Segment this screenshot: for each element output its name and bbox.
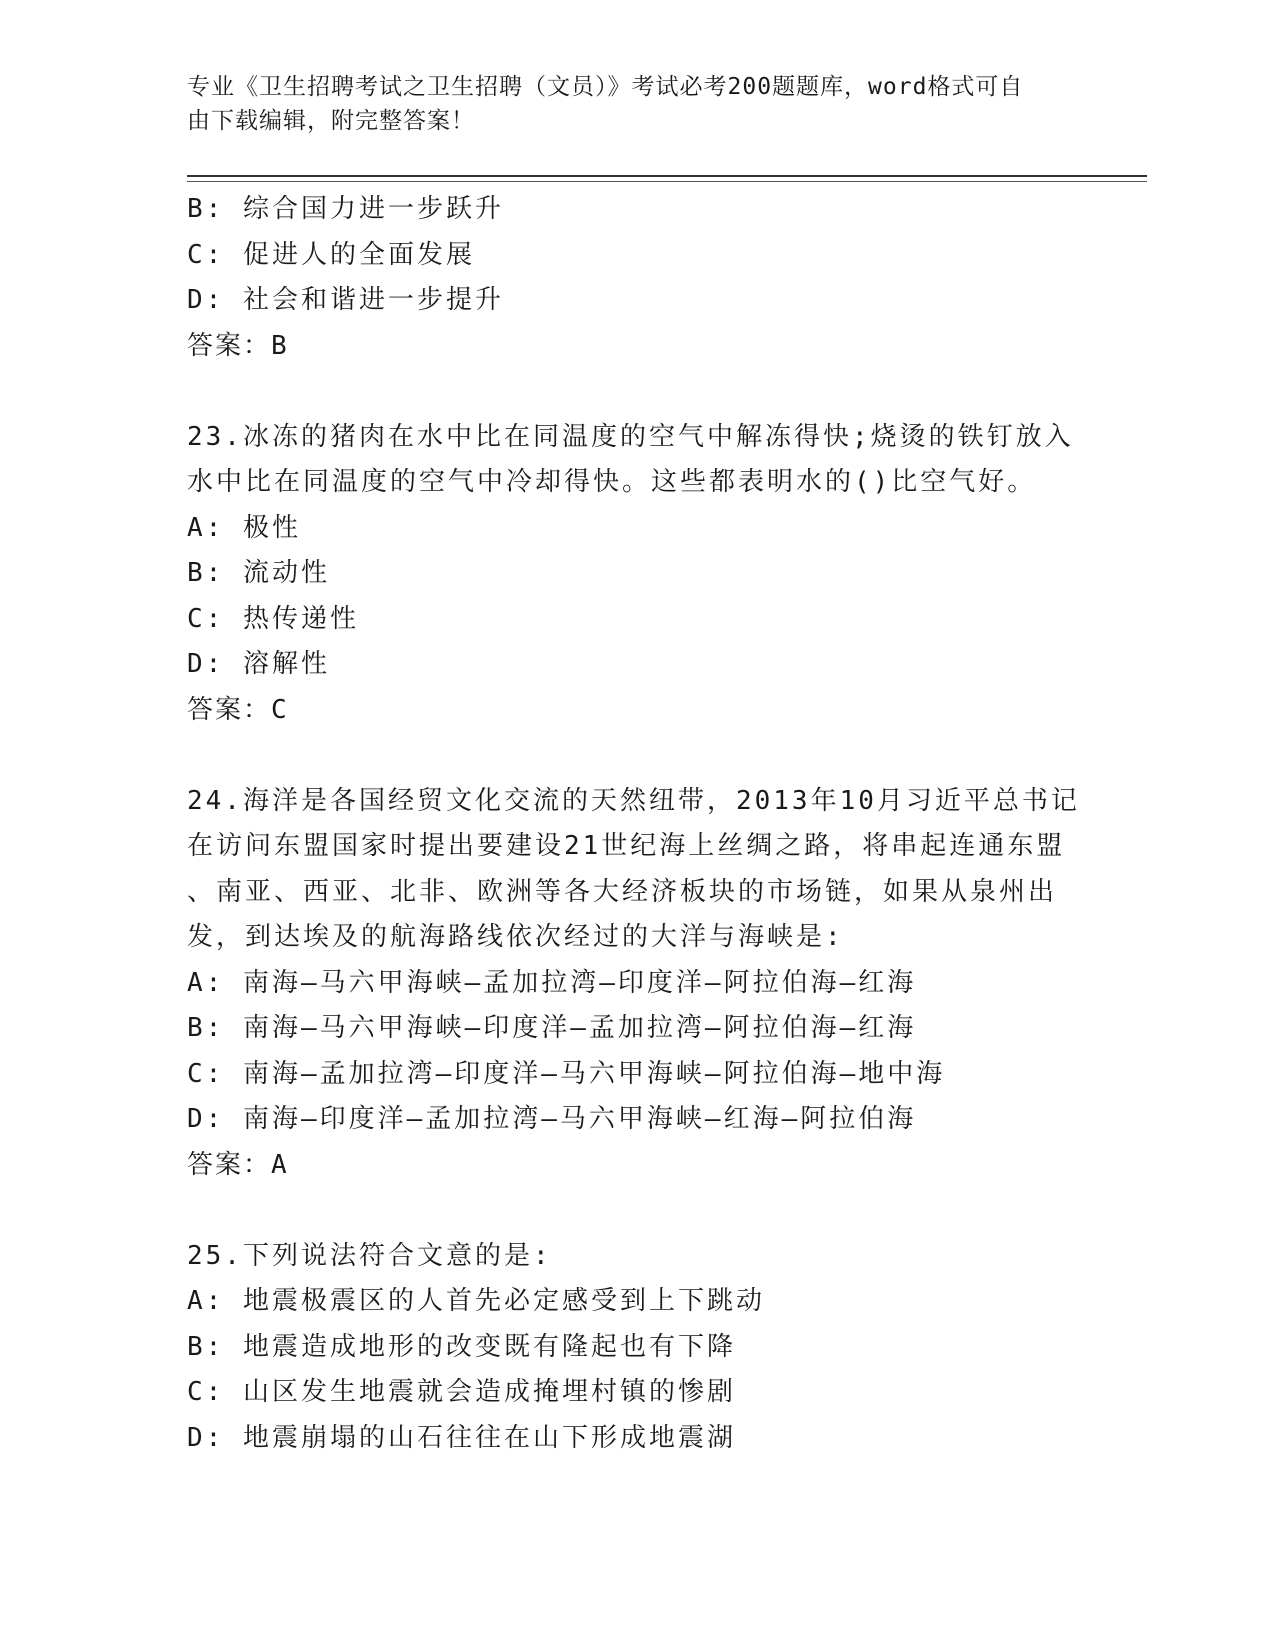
question-stem-line: 发，到达埃及的航海路线依次经过的大洋与海峡是: (187, 922, 844, 952)
option-d: D: 南海—印度洋—孟加拉湾—马六甲海峡—红海—阿拉伯海 (187, 1104, 917, 1134)
option-c: C: 南海—孟加拉湾—印度洋—马六甲海峡—阿拉伯海—地中海 (187, 1058, 946, 1089)
question-stem-line: 、南亚、西亚、北非、欧洲等各大经济板块的市场链，如果从泉州出 (187, 876, 1058, 907)
option-a: A: 地震极震区的人首先必定感受到上下跳动 (187, 1286, 765, 1316)
question-list (187, 187, 1087, 1461)
question-24 (187, 779, 1087, 1189)
option-d: D: 地震崩塌的山石往往在山下形成地震湖 (187, 1422, 736, 1453)
header-rule-thick (187, 175, 1147, 177)
option-c: C: 热传递性 (187, 603, 359, 634)
option-b: B: 流动性 (187, 558, 330, 588)
question-stem-line: 在访问东盟国家时提出要建设21世纪海上丝绸之路，将串起连通东盟 (187, 831, 1066, 861)
answer-line: 答案：B (187, 330, 289, 361)
header-line-2: 由下载编辑，附完整答案！ (187, 108, 475, 134)
question-22 (187, 187, 1087, 369)
option-c: C: 促进人的全面发展 (187, 239, 475, 270)
question-stem-line: 水中比在同温度的空气中冷却得快。这些都表明水的()比空气好。 (187, 467, 1037, 497)
option-b: B: 南海—马六甲海峡—印度洋—孟加拉湾—阿拉伯海—红海 (187, 1013, 917, 1043)
question-stem-line: 25.下列说法符合文意的是: (187, 1240, 552, 1271)
spacer (187, 1188, 1087, 1234)
question-stem-line: 23.冰冻的猪肉在水中比在同温度的空气中解冻得快;烧烫的铁钉放入 (187, 421, 1074, 452)
question-stem-line: 24.海洋是各国经贸文化交流的天然纽带，2013年10月习近平总书记 (187, 785, 1080, 816)
answer-line: 答案：A (187, 1149, 289, 1180)
header-line-1: 专业《卫生招聘考试之卫生招聘（文员）》考试必考200题题库，word格式可自 (187, 74, 1024, 100)
option-d: D: 社会和谐进一步提升 (187, 285, 504, 315)
question-25 (187, 1234, 1087, 1462)
option-b: B: 综合国力进一步跃升 (187, 194, 504, 224)
option-b: B: 地震造成地形的改变既有隆起也有下降 (187, 1331, 736, 1362)
document-header (187, 70, 1067, 138)
answer-line: 答案：C (187, 694, 289, 725)
option-a: A: 极性 (187, 512, 301, 543)
spacer (187, 369, 1087, 415)
spacer (187, 733, 1087, 779)
option-c: C: 山区发生地震就会造成掩埋村镇的惨剧 (187, 1377, 736, 1407)
option-d: D: 溶解性 (187, 649, 330, 679)
option-a: A: 南海—马六甲海峡—孟加拉湾—印度洋—阿拉伯海—红海 (187, 967, 917, 998)
header-rule-thin (187, 181, 1147, 182)
question-23 (187, 415, 1087, 734)
